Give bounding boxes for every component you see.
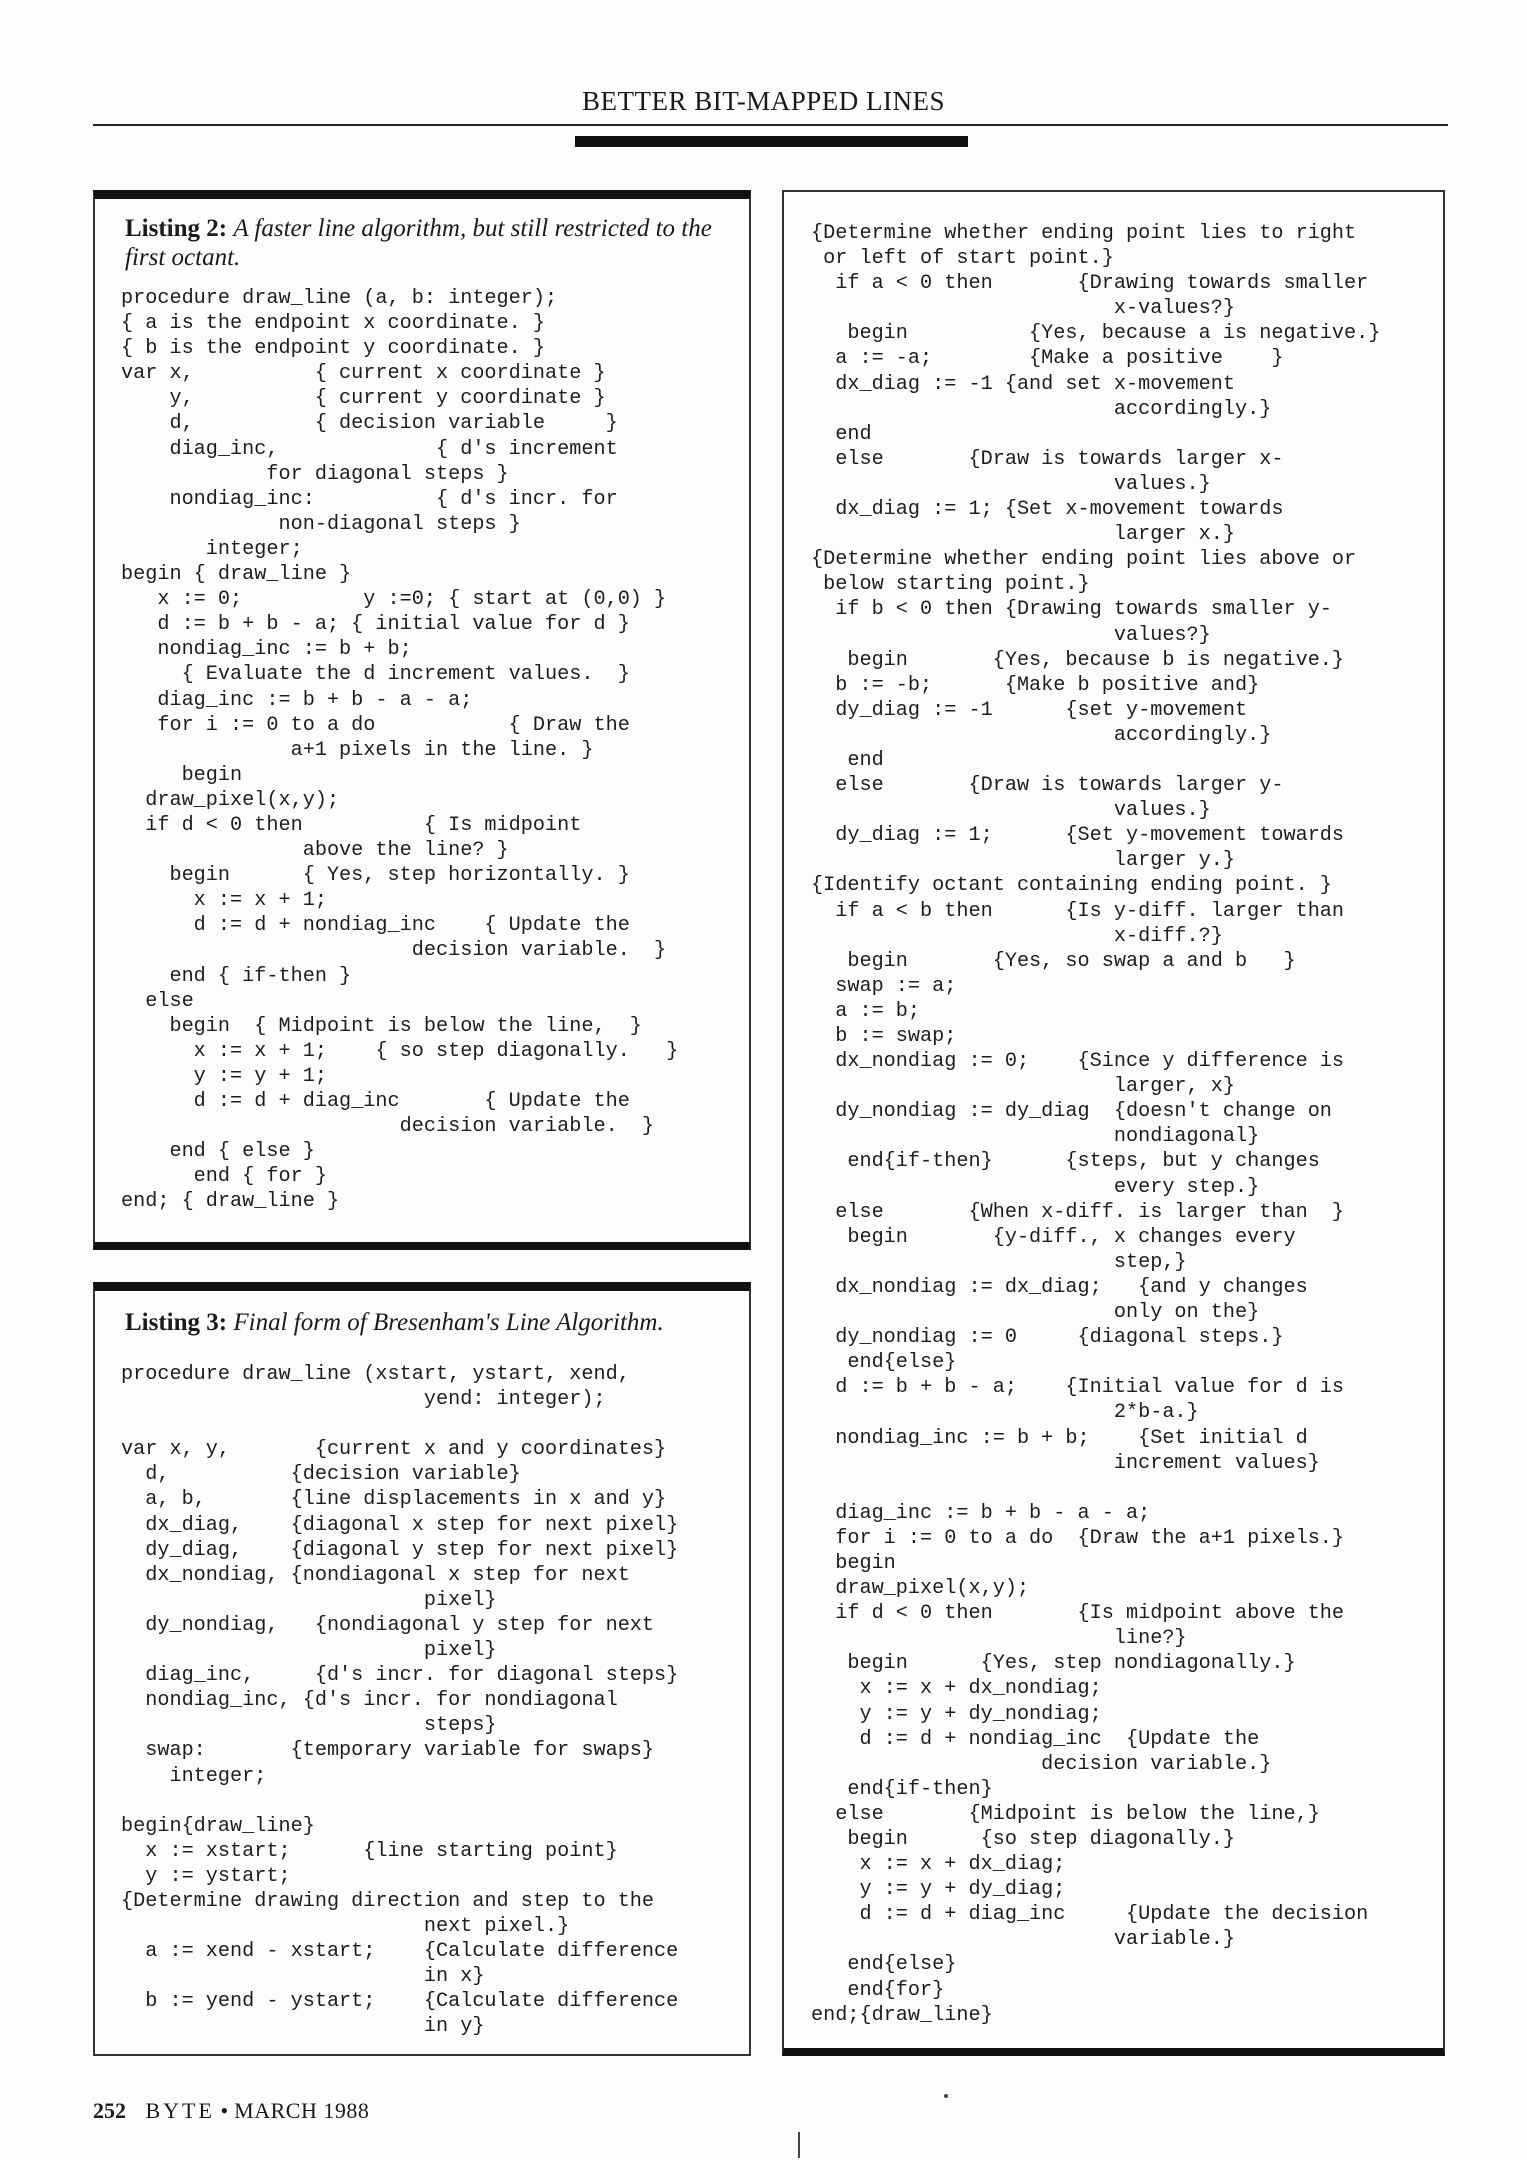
listing-3-caption — [125, 1308, 725, 1337]
running-header: BETTER BIT-MAPPED LINES — [581, 86, 945, 116]
listing-3-code: procedure draw_line (xstart, ystart, xend, yend: integer); var x, y, {current x and y coordinates} d, {decision variable} a, b, {line displacements in x and y} dx_diag, {diagonal x step for next pixel} dy_diag, {diagonal y step for next pixel} dx_nondiag, {nondiagonal x step for next pixel} dy_nondiag, {nondiagonal y step for next pixel} diag_inc, {d's incr. for diagonal steps} nondiag_inc, {d's incr. for nondiagonal steps} swap: {temporary variable for swaps} integer; begin{draw_line} x := xstart; {line starting point} y := ystart; {Determine drawing direction and step to the next pixel.} a := xend - xstart; {Calculate difference in x} b := yend - ystart; {Calculate difference in y} — [121, 1363, 679, 2039]
listing-2-caption — [125, 214, 725, 272]
scan-mark — [944, 2094, 948, 2098]
listing-3-continued-code: {Determine whether ending point lies to right or left of start point.} if a < 0 then {Drawing towards smaller x-values?} begin {Yes, because a is negative.} a := -a; {Make a positive } dx_diag := -1 {and set x-movement accordingly.} end else {Draw is towards larger x- values.} dx_diag := 1; {Set x-movement towards larger x.} {Determine whether ending point lies above or below starting point.} if b < 0 then {Drawing towards smaller y- values?} begin {Yes, because b is negative.} b := -b; {Make b positive and} dy_diag := -1 {set y-movement accordingly.} end else {Draw is towards larger y- values.} dy_diag := 1; {Set y-movement towards larger y.} {Identify octant containing ending point. } if a < b then {Is y-diff. larger than x-diff.?} begin {Yes, so swap a and b } swap := a; a := b; b := swap; dx_nondiag := 0; {Since y difference is larger, x} dy_nondiag := dy_diag {doesn't change on nondiagonal} end{if-then} {steps, but y changes every step.} else {When x-diff. is larger than } begin {y-diff., x changes every step,} dx_nondiag := dx_diag; {and y changes only on the} dy_nondiag := 0 {diagonal steps.} end{else} d := b + b - a; {Initial value for d is 2*b-a.} nondiag_inc := b + b; {Set initial d increment values} diag_inc := b + b - a - a; for i := 0 to a do {Draw the a+1 pixels.} begin draw_pixel(x,y); if d < 0 then {Is midpoint above the line?} begin {Yes, step nondiagonally.} x := x + dx_nondiag; y := y + dy_nondiag; d := d + nondiag_inc {Update the decision variable.} end{if-then} else {Midpoint is below the line,} begin {so step diagonally.} x := x + dx_diag; y := y + dy_diag; d := d + diag_inc {Update the decision variable.} end{else} end{for} end;{draw_line} — [811, 222, 1381, 2027]
page-number: 252 — [93, 2098, 126, 2123]
magazine-name: BYTE — [145, 2098, 215, 2123]
footer-separator: • — [220, 2098, 229, 2123]
listing-3-label: Listing 3: — [125, 1309, 228, 1336]
page-footer — [93, 2098, 369, 2124]
listing-3-title: Final form of Bresenham's Line Algorithm. — [233, 1309, 664, 1336]
listing-2-label: Listing 2: — [125, 215, 228, 242]
listing-2-title: A faster line algorithm, but still restricted to the first octant. — [125, 215, 712, 271]
scan-mark-line — [798, 2132, 800, 2158]
header-rule — [93, 124, 1448, 126]
listing-2-code: procedure draw_line (a, b: integer); { a is the endpoint x coordinate. } { b is the endpoint y coordinate. } var x, { current x coordinate } y, { current y coordinate } d, { decision variable } diag_inc, { d's increment for diagonal steps } nondiag_inc: { d's incr. for non-diagonal steps } integer; begin { draw_line } x := 0; y :=0; { start at (0,0) } d := b + b - a; { initial value for d } nondiag_inc := b + b; { Evaluate the d increment values. } diag_inc := b + b - a - a; for i := 0 to a do { Draw the a+1 pixels in the line. } begin draw_pixel(x,y); if d < 0 then { Is midpoint above the line? } begin { Yes, step horizontally. } x := x + 1; d := d + nondiag_inc { Update the decision variable. } end { if-then } else begin { Midpoint is below the line, } x := x + 1; { so step diagonally. } y := y + 1; d := d + diag_inc { Update the decision variable. } end { else } end { for } end; { draw_line } — [121, 287, 679, 1214]
issue-date: MARCH 1988 — [234, 2098, 370, 2123]
header-bar — [575, 136, 968, 147]
